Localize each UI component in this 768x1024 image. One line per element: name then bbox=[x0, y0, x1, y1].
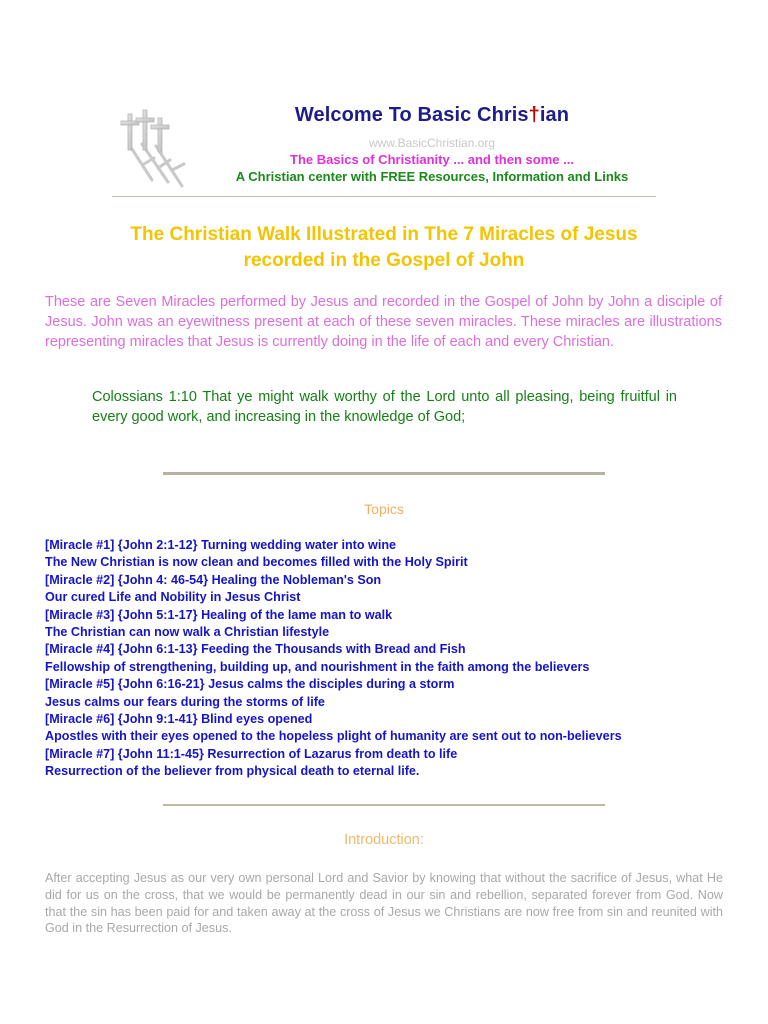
topic-link[interactable]: [Miracle #7] {John 11:1-45} Resurrection of Lazarus from death to life bbox=[45, 746, 458, 761]
topics-heading: Topics bbox=[364, 501, 404, 517]
topics-list bbox=[45, 537, 725, 781]
introduction-body: After accepting Jesus as our very own personal Lord and Savior by knowing that without the sacrifice of Jesus, what He did for us on the cross, that we would be permanently dead in our sin and rebellion, separated forever from God. Now that the sin has been paid for and taken away at the cross of Jesus we Christians are now free from sin and reunited with God in the Resurrection of Jesus. bbox=[45, 871, 723, 936]
topic-link[interactable]: Resurrection of the believer from physical death to eternal life. bbox=[45, 764, 420, 779]
topic-link[interactable]: Jesus calms our fears during the storms of life bbox=[45, 694, 325, 709]
topic-link[interactable]: [Miracle #3] {John 5:1-17} Healing of the lame man to walk bbox=[45, 607, 393, 622]
scripture-quote: Colossians 1:10 That ye might walk worthy of the Lord unto all pleasing, being fruitful in every good work, and increasing in the knowledge of God; bbox=[92, 389, 677, 425]
topic-link[interactable]: [Miracle #6] {John 9:1-41} Blind eyes opened bbox=[45, 712, 313, 727]
site-subtagline: A Christian center with FREE Resources, Information and Links bbox=[235, 169, 629, 184]
topic-link[interactable]: Fellowship of strengthening, building up, and nourishment in the faith among the believers bbox=[45, 659, 590, 674]
introduction-heading: Introduction: bbox=[344, 832, 424, 848]
site-url[interactable]: www.BasicChristian.org bbox=[368, 136, 496, 150]
topic-link[interactable]: The New Christian is now clean and becomes filled with the Holy Spirit bbox=[45, 555, 468, 570]
topic-link[interactable]: The Christian can now walk a Christian lifestyle bbox=[45, 625, 330, 640]
header-divider bbox=[112, 196, 656, 197]
topic-link[interactable]: [Miracle #2] {John 4: 46-54} Healing the Nobleman's Son bbox=[45, 572, 382, 587]
topic-link[interactable]: Our cured Life and Nobility in Jesus Christ bbox=[45, 590, 301, 605]
page-title-line-2: recorded in the Gospel of John bbox=[243, 250, 525, 271]
site-tagline: The Basics of Christianity ... and then some ... bbox=[290, 152, 574, 167]
intro-paragraph: These are Seven Miracles performed by Jesus and recorded in the Gospel of John by John a disciple of Jesus. John was an eyewitness present at each of these seven miracles. These miracles are illustrations representing miracles that Jesus is currently doing in the life of each and every Christian. bbox=[45, 294, 722, 350]
page-title-line-1: The Christian Walk Illustrated in The 7 Miracles of Jesus bbox=[130, 224, 638, 245]
topic-link[interactable]: [Miracle #1] {John 2:1-12} Turning wedding water into wine bbox=[45, 538, 397, 552]
topic-link[interactable]: [Miracle #5] {John 6:16-21} Jesus calms the disciples during a storm bbox=[45, 677, 455, 692]
topic-link[interactable]: [Miracle #4] {John 6:1-13} Feeding the Thousands with Bread and Fish bbox=[45, 642, 466, 657]
site-title-text-end: ian bbox=[539, 104, 570, 126]
section-divider bbox=[163, 472, 605, 475]
topic-link[interactable]: Apostles with their eyes opened to the hopeless plight of humanity are sent out to non-believers bbox=[45, 729, 622, 744]
site-title-text-start: Welcome To Basic Chris bbox=[294, 104, 529, 126]
red-cross-icon: † bbox=[528, 104, 540, 126]
page-title bbox=[40, 222, 728, 274]
site-title bbox=[232, 104, 632, 127]
section-divider-bottom bbox=[163, 804, 605, 806]
